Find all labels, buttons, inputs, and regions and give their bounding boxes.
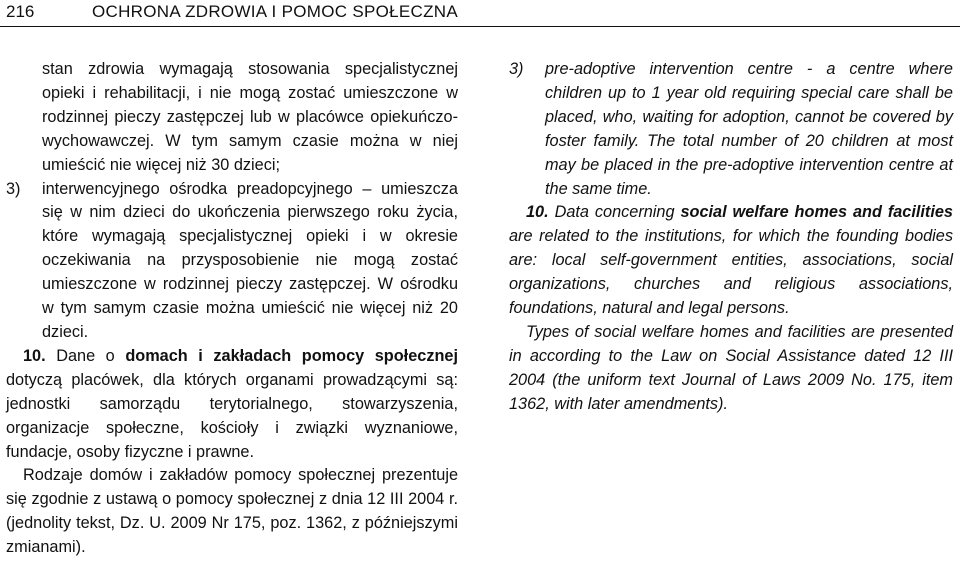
- paragraph-10-en-number: 10.: [526, 203, 549, 222]
- paragraph-11: Rodzaje domów i zakładów pomocy społecznej prezentuje się zgodnie z ustawą o pomocy społecznej z dnia 12 III 2004 r. (jednolity tekst, Dz. U. 2009 Nr 175, poz. 1362, z późniejszymi zmianami).: [6, 466, 458, 557]
- paragraph-10-en-post: are related to the institutions, for which the founding bodies are: local self-government entities, associations, social organizations, churches and religious associations, foundations, natural and legal persons.: [509, 227, 953, 318]
- paragraph-10-pre: Dane o: [56, 346, 115, 365]
- item-3: [6, 178, 458, 345]
- item-3-number: 3): [6, 179, 21, 198]
- item-3-en-number: 3): [509, 60, 524, 78]
- item-3-en-text: pre-adoptive intervention centre - a centre where children up to 1 year old requiring special care shall be placed, who, waiting for adoption, cannot be covered by foster family. The total number of 20 children at most may be placed in the pre-adoptive intervention centre at the same time.: [545, 60, 953, 198]
- paragraph-10-term: domach i zakładach pomocy społecznej: [125, 346, 458, 365]
- paragraph-10: [6, 345, 458, 465]
- item-3-text: interwencyjnego ośrodka preadopcyjnego – umieszcza się w nim dzieci do ukończenia pierwszego roku życia, które wymagają specjalistycznej opieki i w okresie oczekiwania na przysposobienie nie mogą zostać umieszczone w rodzinnej pieczy zastępczej. W ośrodku w tym samym czasie można umieścić nie więcej niż 20 dzieci.: [42, 179, 458, 341]
- polish-column: [6, 58, 458, 560]
- english-column: [509, 58, 953, 417]
- running-title: OCHRONA ZDROWIA I POMOC SPOŁECZNA: [92, 2, 458, 21]
- page-header: [0, 0, 960, 24]
- page-number: 216: [6, 2, 35, 21]
- paragraph-10-en-term: social welfare homes and facilities: [680, 203, 953, 222]
- paragraph-10-number: 10.: [23, 346, 46, 365]
- paragraph-10-en: [509, 201, 953, 321]
- paragraph-11-en: Types of social welfare homes and facilities are presented in according to the Law on Social Assistance dated 12 III 2004 (the uniform text Journal of Laws 2009 No. 175, item 1362, with later amendments).: [509, 322, 953, 413]
- paragraph-10-en-pre: Data concerning: [554, 203, 675, 222]
- item-2-continuation: stan zdrowia wymagają stosowania specjalistycznej opieki i rehabilitacji, i nie mogą zostać umieszczone w rodzinnej pieczy zastępczej lub w placówce opiekuńczo-wychowawczej. W tym samym czasie można w niej umieścić nie więcej niż 30 dzieci;: [42, 60, 458, 174]
- paragraph-10-post: dotyczą placówek, dla których organami prowadzącymi są: jednostki samorządu terytorialnego, stowarzyszenia, organizacje społeczne, kościoły i związki wyznaniowe, fundacje, osoby fizyczne i prawne.: [6, 370, 458, 461]
- header-rule: [0, 26, 960, 27]
- item-3-en: [509, 58, 953, 201]
